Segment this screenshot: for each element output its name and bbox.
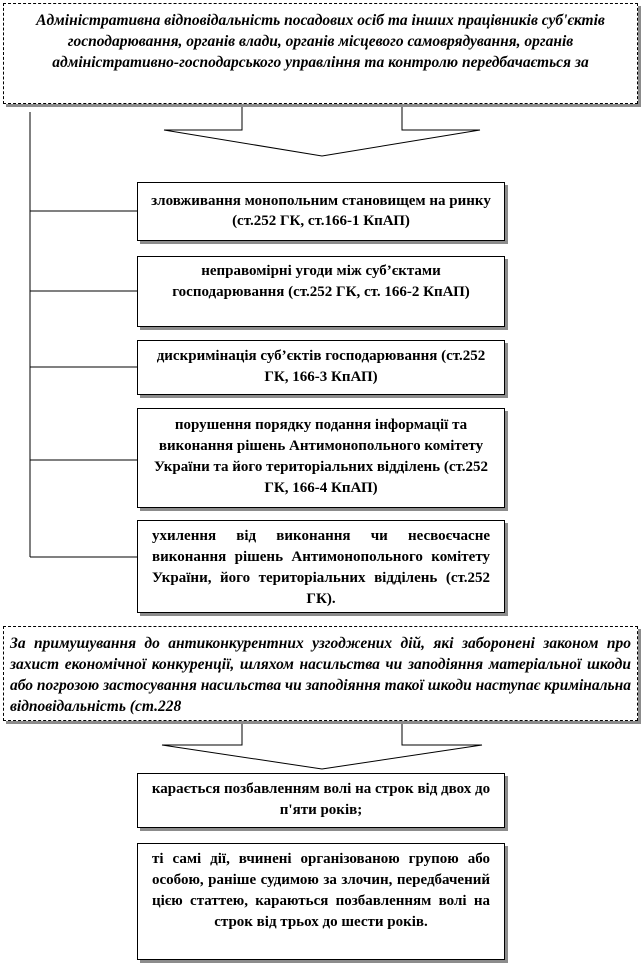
criminal-item-text: ті самі дії, вчинені організованою групою або особою, раніше судимою за злочин, передбачений цією статтею, караються позбавленням волі на строк від трьох до шести років. — [152, 851, 490, 930]
criminal-responsibility-header — [3, 626, 638, 721]
criminal-item-box — [137, 773, 505, 828]
admin-item-box — [137, 182, 505, 241]
admin-item-box — [137, 256, 505, 327]
admin-responsibility-header — [3, 3, 638, 104]
admin-item-text: порушення порядку подання інформації та виконання рішень Антимонопольного комітету України та його територіальних відділень (ст.252 ГК, 166-4 КпАП) — [154, 417, 488, 496]
criminal-header-text: За примушування до антиконкурентних узгоджених дій, які заборонені законом про захист економічної конкуренції, шляхом насильства чи заподіяння матеріальної шкоди або погрозою застосування насильства чи заподіяння такої шкоди наступає кримінальна відповідальність (ст.228 — [10, 635, 631, 715]
admin-item-text: ухилення від виконання чи несвоєчасне виконання рішень Антимонопольного комітету України, його територіальних відділень (ст.252 ГК). — [152, 528, 490, 607]
criminal-item-box — [137, 843, 505, 960]
admin-item-box — [137, 340, 505, 395]
down-arrow-2 — [162, 723, 482, 769]
criminal-item-text: карається позбавленням волі на строк від двох до п'яти років; — [151, 781, 491, 818]
admin-item-box — [137, 520, 505, 613]
down-arrow-1 — [164, 106, 480, 156]
admin-item-text: неправомірні угоди між суб’єктами господарювання (ст.252 ГК, ст. 166-2 КпАП) — [172, 263, 470, 300]
admin-item-text: зловживання монопольним становищем на ринку (ст.252 ГК, ст.166-1 КпАП) — [151, 193, 491, 229]
admin-item-box — [137, 408, 505, 508]
admin-item-text: дискримінація суб’єктів господарювання (ст.252 ГК, 166-3 КпАП) — [156, 348, 486, 385]
admin-header-text: Адміністративна відповідальність посадових осіб та інших працівників суб'єктів господарювання, органів влади, органів місцевого самоврядування, органів адміністративно-господарського управління та контролю передбачається за — [36, 12, 605, 71]
